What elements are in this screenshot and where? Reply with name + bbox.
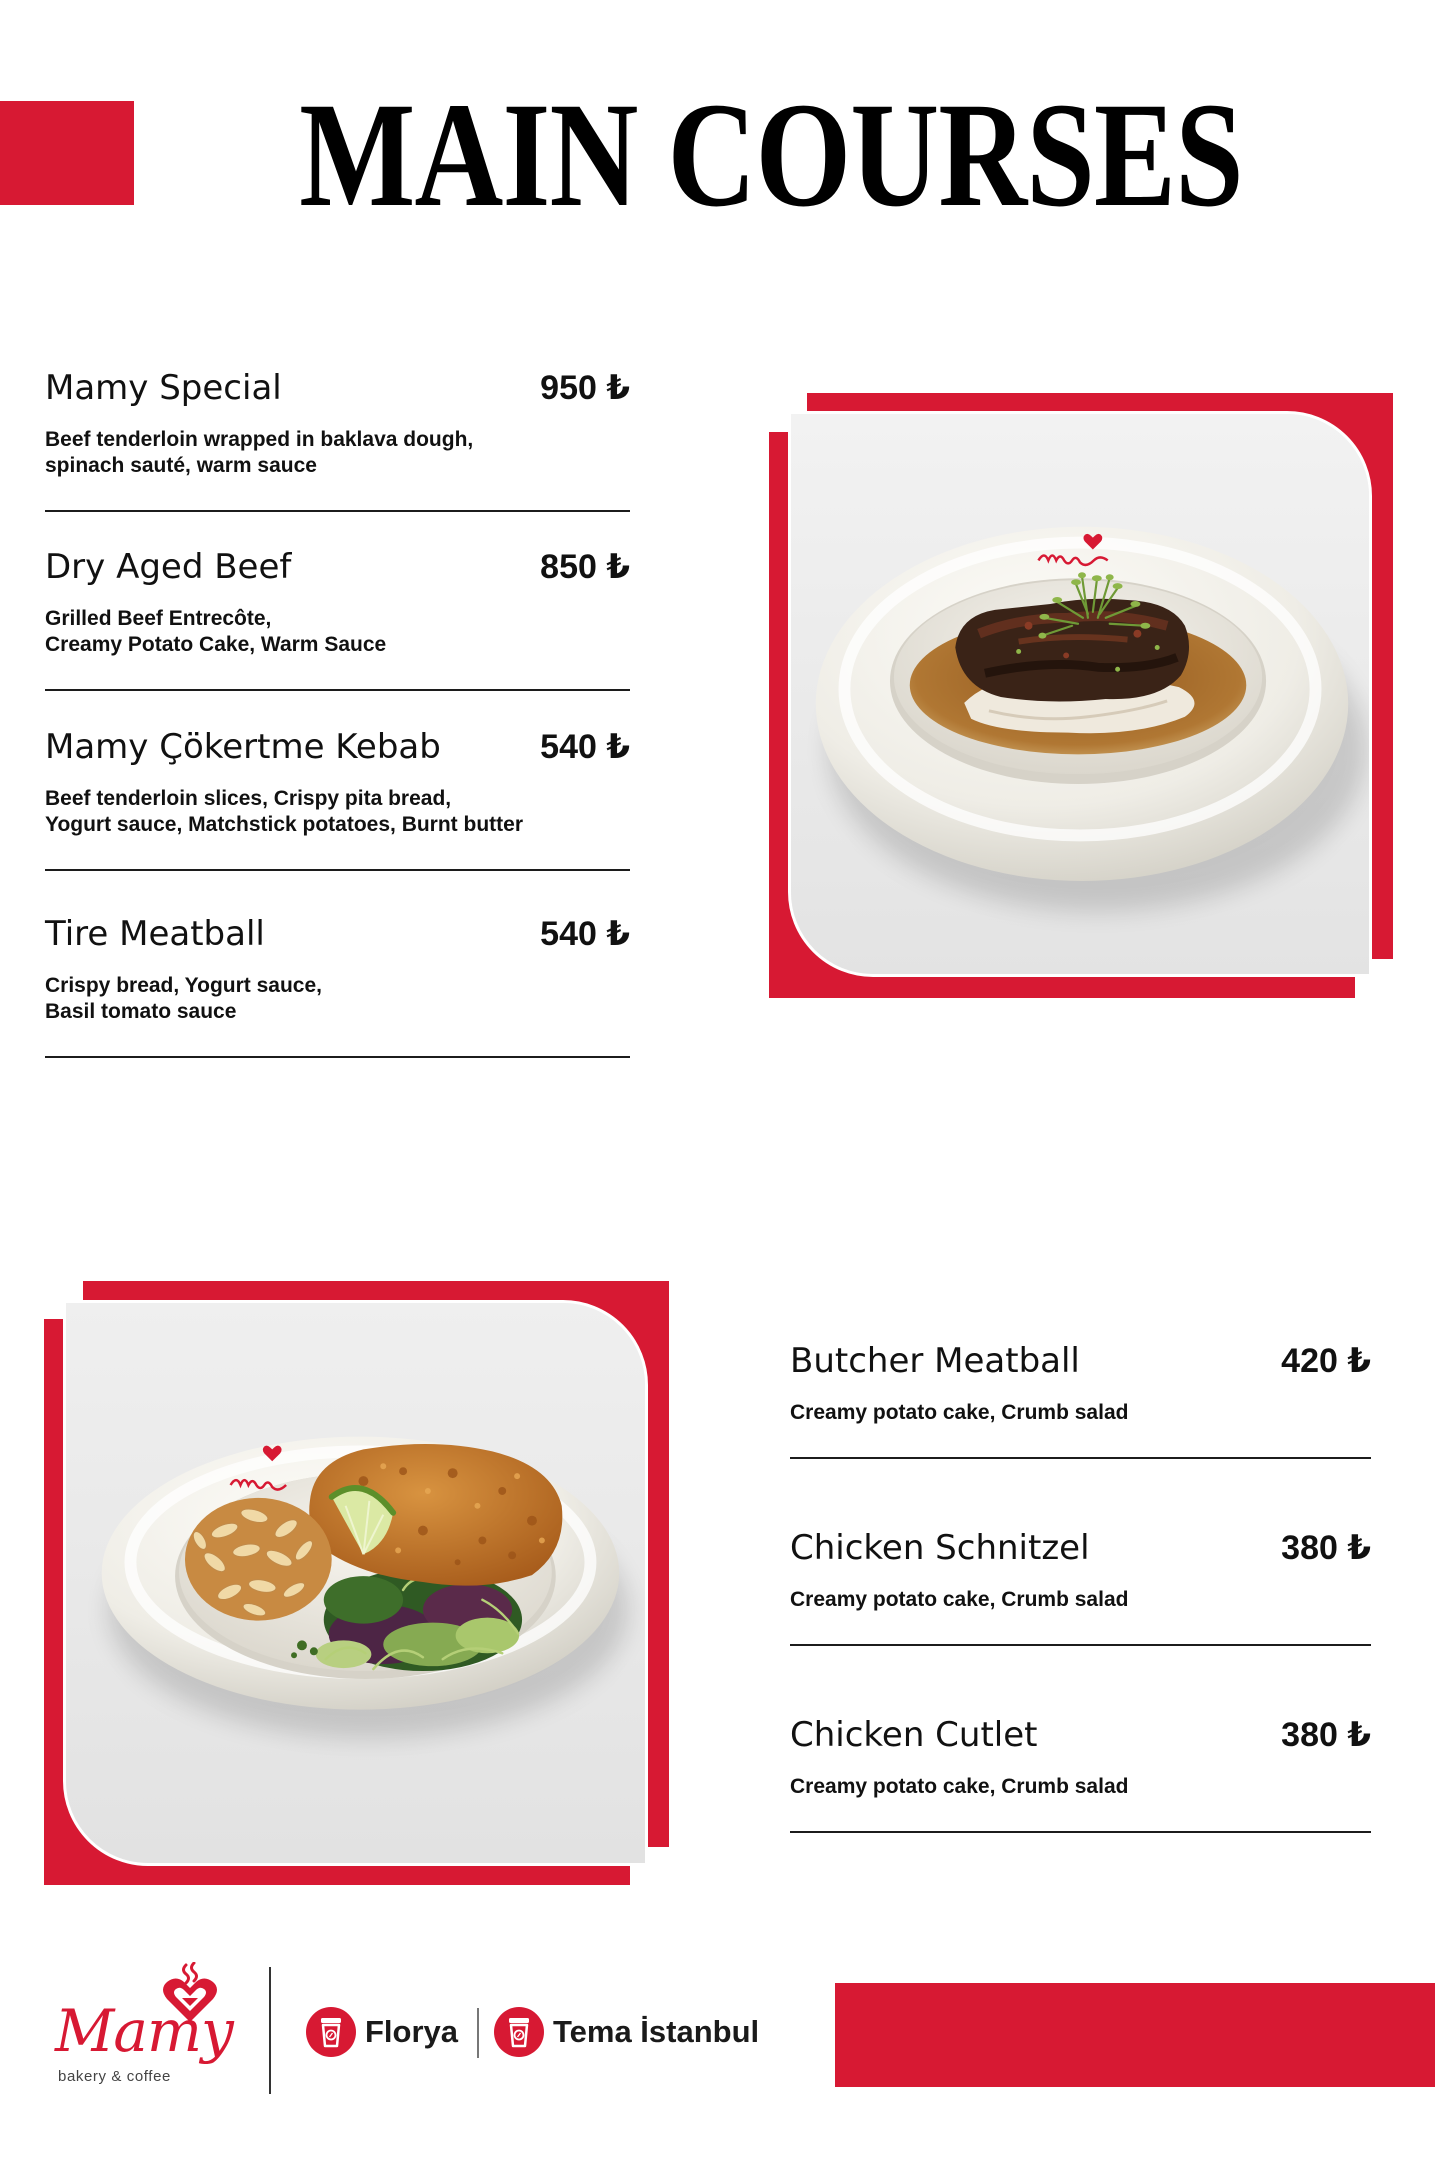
menu-item-description [790, 1400, 1371, 1426]
description-line: Basil tomato sauce [45, 1000, 237, 1023]
description-line: spinach sauté, warm sauce [45, 454, 317, 477]
menu-item-price: 420 ₺ [1281, 1342, 1371, 1380]
footer-red-bar [835, 1983, 1435, 2087]
decorative-red-block [0, 101, 134, 205]
menu-item-price: 380 ₺ [1281, 1529, 1371, 1567]
page-title: MAIN COURSES [299, 72, 1243, 238]
menu-item-description [45, 786, 630, 838]
menu-item-name: Tire Meatball [45, 914, 265, 954]
description-line: Creamy potato cake, Crumb salad [790, 1401, 1129, 1424]
location-divider [477, 2008, 479, 2058]
divider-line [790, 1644, 1371, 1646]
description-line: Creamy potato cake, Crumb salad [790, 1775, 1129, 1798]
description-line: Creamy potato cake, Crumb salad [790, 1588, 1129, 1611]
dish-photo-image [66, 1303, 645, 1863]
menu-item-description [45, 973, 630, 1025]
description-line: Creamy Potato Cake, Warm Sauce [45, 633, 387, 656]
divider-line [45, 510, 630, 512]
menu-item-header [45, 364, 630, 412]
menu-item-name: Chicken Schnitzel [790, 1528, 1090, 1568]
menu-item-description [790, 1587, 1371, 1613]
menu-item-name: Mamy Special [45, 368, 282, 408]
menu-item-price: 380 ₺ [1281, 1716, 1371, 1754]
description-line: Beef tenderloin wrapped in baklava dough, [45, 428, 474, 451]
dish-photo-image [791, 414, 1369, 974]
description-line: Crispy bread, Yogurt sauce, [45, 974, 322, 997]
dish-photo-bottom [63, 1300, 648, 1866]
menu-item-header [45, 543, 630, 591]
divider-line [45, 1056, 630, 1058]
footer-divider [269, 1967, 271, 2094]
menu-item-price: 540 ₺ [540, 915, 630, 953]
logo-tagline: bakery & coffee [58, 2068, 171, 2085]
menu-item-name: Butcher Meatball [790, 1341, 1080, 1381]
menu-item-price: 540 ₺ [540, 728, 630, 766]
menu-item [790, 1711, 1371, 1833]
divider-line [45, 689, 630, 691]
menu-item-description [45, 606, 630, 658]
menu-item [45, 543, 630, 691]
divider-line [790, 1831, 1371, 1833]
menu-item [45, 910, 630, 1058]
coffee-cup-icon [306, 2007, 356, 2057]
dish-photo-top [788, 411, 1372, 977]
menu-item-description [45, 427, 630, 479]
menu-item-header [790, 1337, 1371, 1385]
menu-item-price: 850 ₺ [540, 548, 630, 586]
menu-item [45, 364, 630, 512]
description-line: Beef tenderloin slices, Crispy pita bread, [45, 787, 452, 810]
description-line: Grilled Beef Entrecôte, [45, 607, 272, 630]
logo-wordmark: Mamy [55, 1997, 233, 2065]
coffee-cup-icon [494, 2007, 544, 2057]
menu-item-header [45, 910, 630, 958]
menu-item-header [45, 723, 630, 771]
description-line: Yogurt sauce, Matchstick potatoes, Burnt butter [45, 813, 524, 836]
menu-item [45, 723, 630, 871]
menu-item-header [790, 1711, 1371, 1759]
menu-item-name: Mamy Çökertme Kebab [45, 727, 441, 767]
menu-item-name: Dry Aged Beef [45, 547, 292, 587]
menu-item [790, 1337, 1371, 1459]
menu-item-description [790, 1774, 1371, 1800]
menu-item [790, 1524, 1371, 1646]
menu-item-header [790, 1524, 1371, 1572]
location-tema-istanbul: Tema İstanbul [553, 2014, 760, 2049]
divider-line [790, 1457, 1371, 1459]
location-florya: Florya [365, 2014, 459, 2049]
menu-item-price: 950 ₺ [540, 369, 630, 407]
divider-line [45, 869, 630, 871]
menu-item-name: Chicken Cutlet [790, 1715, 1038, 1755]
